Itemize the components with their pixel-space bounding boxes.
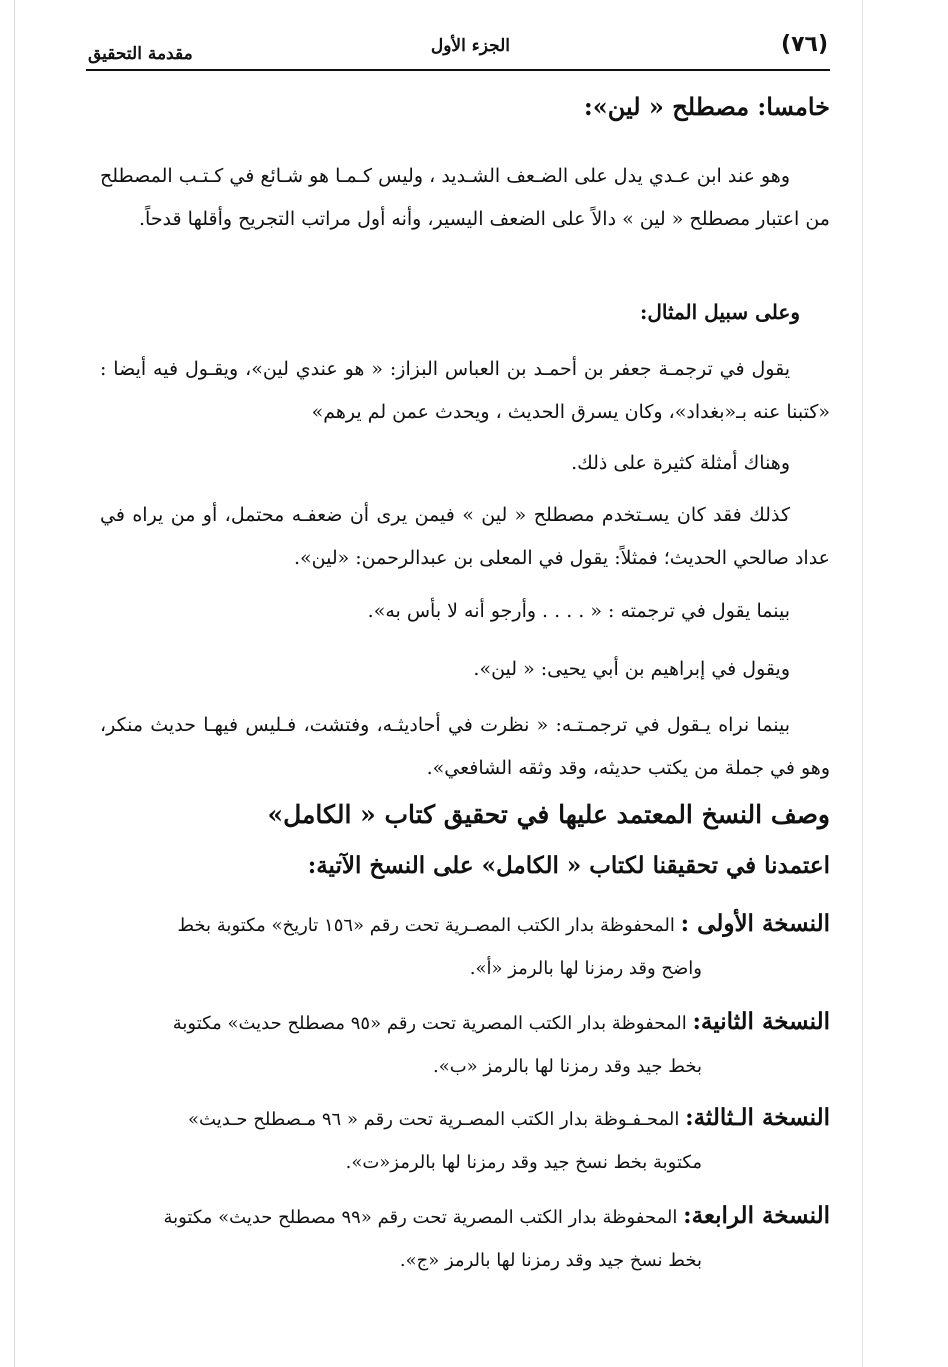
manuscript-item-1 [100, 902, 830, 990]
header-rule [86, 69, 830, 71]
manuscript-item-4 [100, 1194, 830, 1282]
section-heading-layyin: خامسا: مصطلح « لين»: [583, 92, 830, 121]
paragraph-definition: وهو عند ابن عـدي يدل على الضـعف الشـديد ، وليس كـمـا هو شـائع في كـتـب المصطلح من اعتبار مصطلح « لين » دالاً على الضعف اليسير، وأنه أول مراتب التجريح وأقلها قدحاً. [100, 165, 830, 230]
manuscript-line: المحفوظة بدار الكتب المصرية تحت رقم «٩٥ مصطلح حديث» مكتوبة [172, 1013, 687, 1034]
manuscript-line: بخط نسخ جيد وقد رمزنا لها بالرمز «ج». [399, 1250, 702, 1271]
running-head-section: مقدمة التحقيق [88, 44, 193, 64]
manuscript-line: المحفوظة بدار الكتب المصـرية تحت رقم «١٥٦ تاريخ» مكتوبة بخط [177, 915, 675, 936]
manuscript-line: واضح وقد رمزنا لها بالرمز «أ». [469, 958, 702, 979]
manuscripts-intro: اعتمدنا في تحقيقنا لكتاب « الكامل» على النسخ الآتية: [307, 852, 830, 879]
manuscript-line: المحفوظة بدار الكتب المصرية تحت رقم «٩٩ مصطلح حديث» مكتوبة [163, 1207, 678, 1228]
manuscript-item-3 [100, 1096, 830, 1184]
manuscript-line: بخط جيد وقد رمزنا لها بالرمز «ب». [433, 1056, 702, 1077]
paragraph-ibrahim: ويقول في إبراهيم بن أبي يحيى: « لين». [473, 658, 790, 680]
manuscript-label: النسخة الثانية: [692, 1008, 830, 1035]
page-header [88, 30, 828, 70]
manuscript-label: النسخة الأولى : [680, 910, 830, 937]
paragraph-more-examples: وهناك أمثلة كثيرة على ذلك. [571, 452, 790, 474]
manuscript-item-2 [100, 1000, 830, 1088]
manuscript-label: النسخة الرابعة: [683, 1202, 830, 1229]
paragraph-tarjama: بينما يقول في ترجمته : « . . . . وأرجو أنه لا بأس به». [367, 600, 790, 622]
example-label: وعلى سبيل المثال: [639, 300, 800, 324]
scan-border-right [862, 0, 863, 1367]
page-number: (٧٦) [781, 32, 828, 57]
manuscript-line: مكتوبة بخط نسخ جيد وقد رمزنا لها بالرمز«ت». [345, 1152, 702, 1173]
scan-border-left [14, 0, 15, 1367]
running-head-part: الجزء الأول [430, 36, 510, 56]
paragraph-example-jafar: يقول في ترجمـة جعفر بن أحمـد بن العباس البزاز: « هو عندي لين»، ويقـول فيه أيضا : «كتبنا عنه بـ«بغداد»، وكان يسرق الحديث ، ويحدث عمن لم يرهم» [100, 358, 830, 423]
paragraph-nazartu: بينما نراه يـقول في ترجمـتـه: « نظرت في أحاديثـه، وفتشت، فـليس فيهـا حديث منكر، وهو في جملة من يكتب حديثه، وقد وثقه الشافعي». [100, 714, 830, 779]
manuscripts-heading: وصف النسخ المعتمد عليها في تحقيق كتاب « الكامل» [267, 800, 830, 829]
manuscript-line: المحـفـوظة بدار الكتب المصـرية تحت رقم « ٩٦ مـصطلح حـديث» [188, 1109, 680, 1130]
paragraph-usage: كذلك فقد كان يسـتخدم مصطلح « لين » فيمن يرى أن ضعفـه محتمل، أو من يراه في عداد صالحي الحديث؛ فمثلاً: يقول في المعلى بن عبدالرحمن: «لين». [100, 504, 830, 569]
manuscript-label: النسخة الـثالثة: [685, 1104, 830, 1131]
